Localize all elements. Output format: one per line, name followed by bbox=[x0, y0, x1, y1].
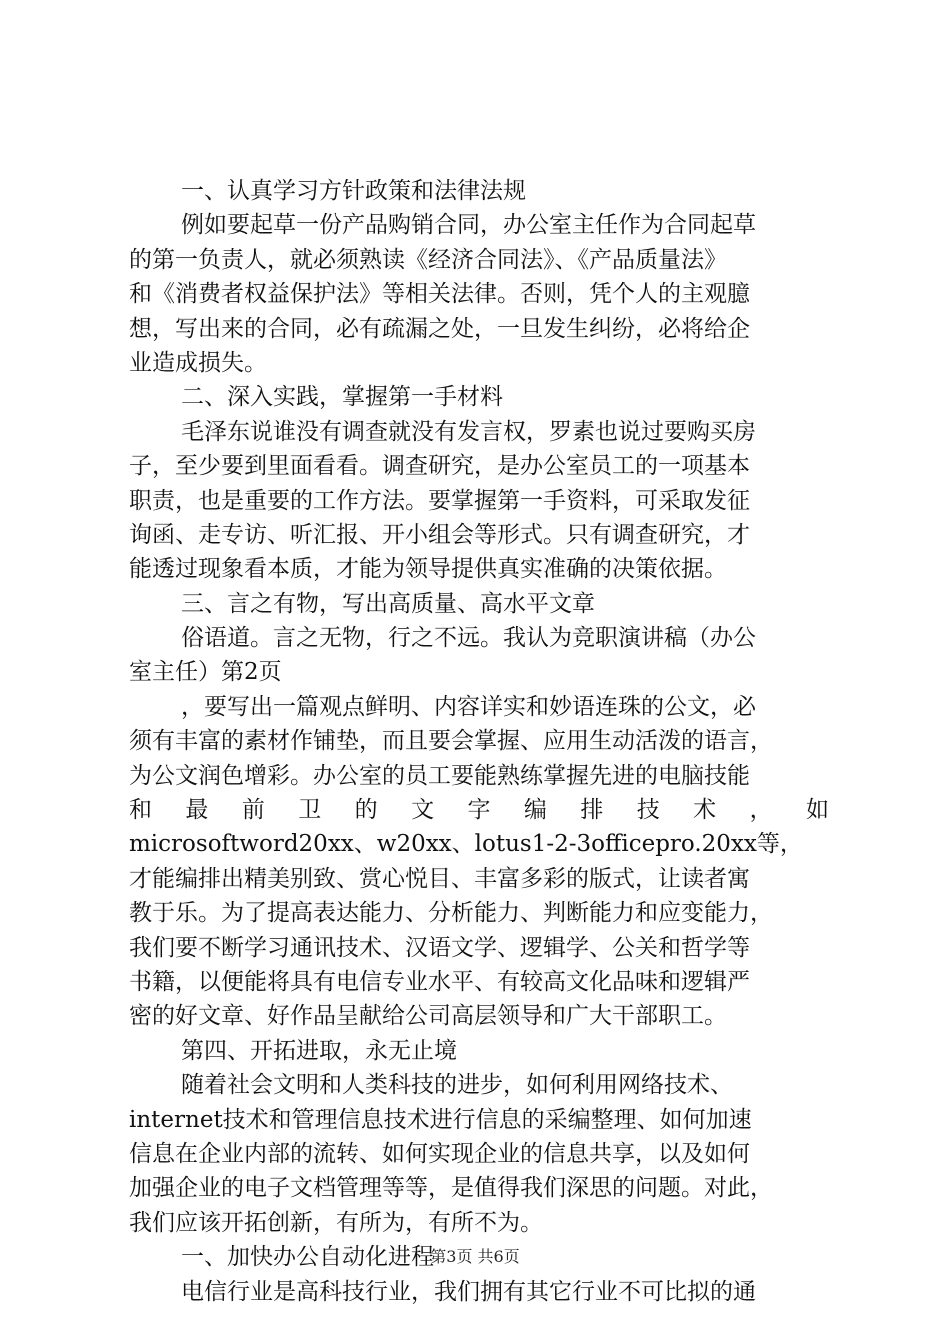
paragraph-line: 我们要不断学习通讯技术、汉语文学、逻辑学、公关和哲学等 bbox=[129, 934, 750, 961]
paragraph-line: 书籍，以便能将具有电信专业水平、有较高文化品味和逻辑严 bbox=[129, 968, 750, 995]
paragraph-line: 随着社会文明和人类科技的进步，如何利用网络技术、 bbox=[181, 1072, 733, 1099]
paragraph-line: 电信行业是高科技行业，我们拥有其它行业不可比拟的通 bbox=[181, 1278, 756, 1305]
paragraph-line: 和 最 前 卫 的 文 字 编 排 技 术 ， 如 bbox=[129, 797, 829, 824]
paragraph-line: 职责，也是重要的工作方法。要掌握第一手资料，可采取发征 bbox=[129, 487, 750, 514]
paragraph-line: 业造成损失。 bbox=[129, 349, 267, 376]
paragraph-line: 能透过现象看本质，才能为领导提供真实准确的决策依据。 bbox=[129, 556, 727, 583]
paragraph-line: 和《消费者权益保护法》等相关法律。否则，凭个人的主观臆 bbox=[129, 281, 750, 308]
paragraph-line: 才能编排出精美别致、赏心悦目、丰富多彩的版式，让读者寓 bbox=[129, 865, 750, 892]
paragraph-line: 毛泽东说谁没有调查就没有发言权，罗素也说过要购买房 bbox=[181, 418, 756, 445]
section-heading: 三、言之有物，写出高质量、高水平文章 bbox=[181, 590, 595, 617]
paragraph-line: 想，写出来的合同，必有疏漏之处，一旦发生纠纷，必将给企 bbox=[129, 315, 750, 342]
paragraph-line: 须有丰富的素材作铺垫，而且要会掌握、应用生动活泼的语言， bbox=[129, 728, 773, 755]
paragraph-line: 我们应该开拓创新，有所为，有所不为。 bbox=[129, 1209, 543, 1236]
paragraph-line: 加强企业的电子文档管理等等，是值得我们深思的问题。对此， bbox=[129, 1175, 773, 1202]
paragraph-line: ，要写出一篇观点鲜明、内容详实和妙语连珠的公文，必 bbox=[181, 693, 756, 720]
page-number-footer: 第3页 共6页 bbox=[430, 1247, 520, 1266]
document-body bbox=[129, 174, 829, 1309]
paragraph-line: 子，至少要到里面看看。调查研究，是办公室员工的一项基本 bbox=[129, 453, 750, 480]
section-heading: 二、深入实践，掌握第一手材料 bbox=[181, 384, 503, 411]
paragraph-line: internet技术和管理信息技术进行信息的采编整理、如何加速 bbox=[129, 1106, 752, 1133]
paragraph-line: microsoftword20xx、w20xx、lotus1-2-3officepro.20xx等， bbox=[129, 831, 803, 858]
paragraph-line: 俗语道。言之无物，行之不远。我认为竞职演讲稿（办公 bbox=[181, 625, 756, 652]
paragraph-line: 教于乐。为了提高表达能力、分析能力、判断能力和应变能力， bbox=[129, 900, 773, 927]
paragraph-line: 信息在企业内部的流转、如何实现企业的信息共享，以及如何 bbox=[129, 1140, 750, 1167]
section-heading: 一、加快办公自动化进程 bbox=[181, 1244, 434, 1271]
paragraph-line: 询函、走专访、听汇报、开小组会等形式。只有调查研究，才 bbox=[129, 521, 750, 548]
paragraph-line: 为公文润色增彩。办公室的员工要能熟练掌握先进的电脑技能 bbox=[129, 762, 750, 789]
paragraph-line: 室主任）第2页 bbox=[129, 659, 282, 686]
section-heading: 一、认真学习方针政策和法律法规 bbox=[181, 178, 526, 204]
paragraph-line: 的第一负责人，就必须熟读《经济合同法》、《产品质量法》 bbox=[129, 246, 727, 273]
paragraph-line: 密的好文章、好作品呈献给公司高层领导和广大干部职工。 bbox=[129, 1003, 727, 1030]
paragraph-line: 例如要起草一份产品购销合同，办公室主任作为合同起草 bbox=[181, 212, 756, 239]
section-heading: 第四、开拓进取，永无止境 bbox=[181, 1037, 457, 1064]
